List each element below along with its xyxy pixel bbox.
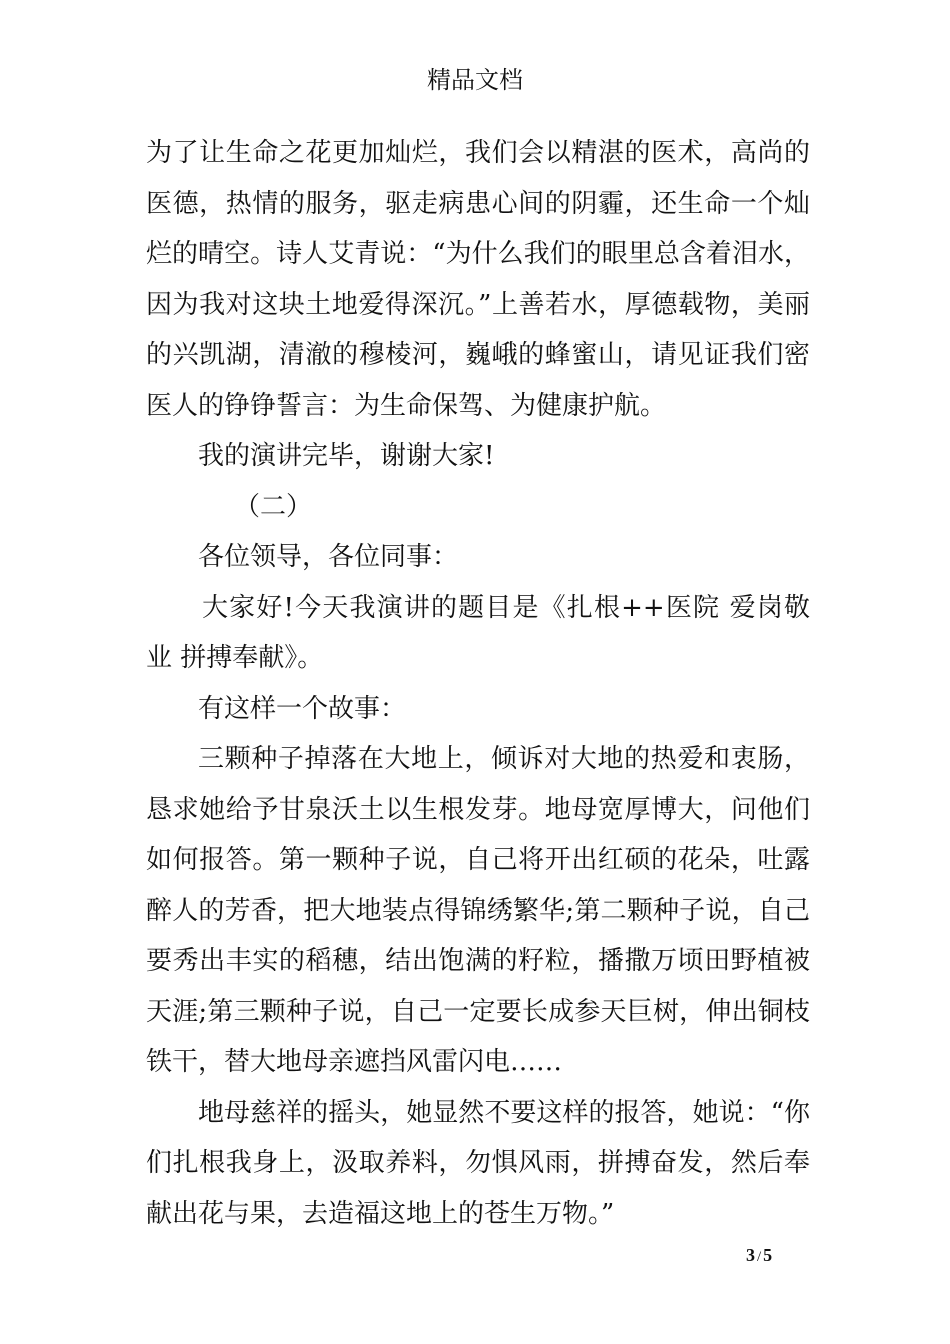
- page-number-separator: /: [757, 1249, 762, 1265]
- paragraph-salutation: 各位领导，各位同事：: [198, 542, 459, 572]
- section-number: （二）: [234, 491, 313, 522]
- current-page-number: 3: [746, 1245, 755, 1265]
- paragraph-thanks: 我的演讲完毕，谢谢大家!: [198, 441, 495, 471]
- paragraph-topic: 大家好!今天我演讲的题目是《扎根++医院 爱岗敬业 拼搏奉献》。: [146, 592, 810, 673]
- paragraph-story-intro: 有这样一个故事：: [198, 693, 407, 724]
- paragraph-earth-mother: 地母慈祥的摇头，她显然不要这样的报答，她说：“你们扎根我身上，汲取养料，勿惧风雨，拼搏奋发，然后奉献出花与果，去造福这地上的苍生万物。”: [146, 1097, 810, 1229]
- paragraph-three-seeds: 三颗种子掉落在大地上，倾诉对大地的热爱和衷肠，恳求她给予甘泉沃土以生根发芽。地母宽厚博大，问他们如何报答。第一颗种子说，自己将开出红硕的花朵，吐露醉人的芳香，把大地装点得锦绣繁华;第二颗种子说，自己要秀出丰实的稻穗，结出饱满的籽粒，播撒万顷田野植被天涯;第三颗种子说，自己一定要长成参天巨树，伸出铜枝铁干，替大地母亲遮挡风雷闪电……: [146, 744, 810, 1077]
- page-header-title: 精品文档: [427, 66, 523, 94]
- paragraph-closing-body: 为了让生命之花更加灿烂，我们会以精湛的医术，高尚的医德，热情的服务，驱走病患心间的阴霾，还生命一个灿烂的晴空。诗人艾青说：“为什么我们的眼里总含着泪水，因为我对这块土地爱得深沉。”上善若水，厚德载物，美丽的兴凯湖，清澈的穆棱河，巍峨的蜂蜜山，请见证我们密医人的铮铮誓言：为生命保驾、为健康护航。: [146, 138, 810, 421]
- total-page-count: 5: [763, 1245, 773, 1265]
- page-number: [746, 1243, 772, 1269]
- document-body: [146, 128, 810, 1239]
